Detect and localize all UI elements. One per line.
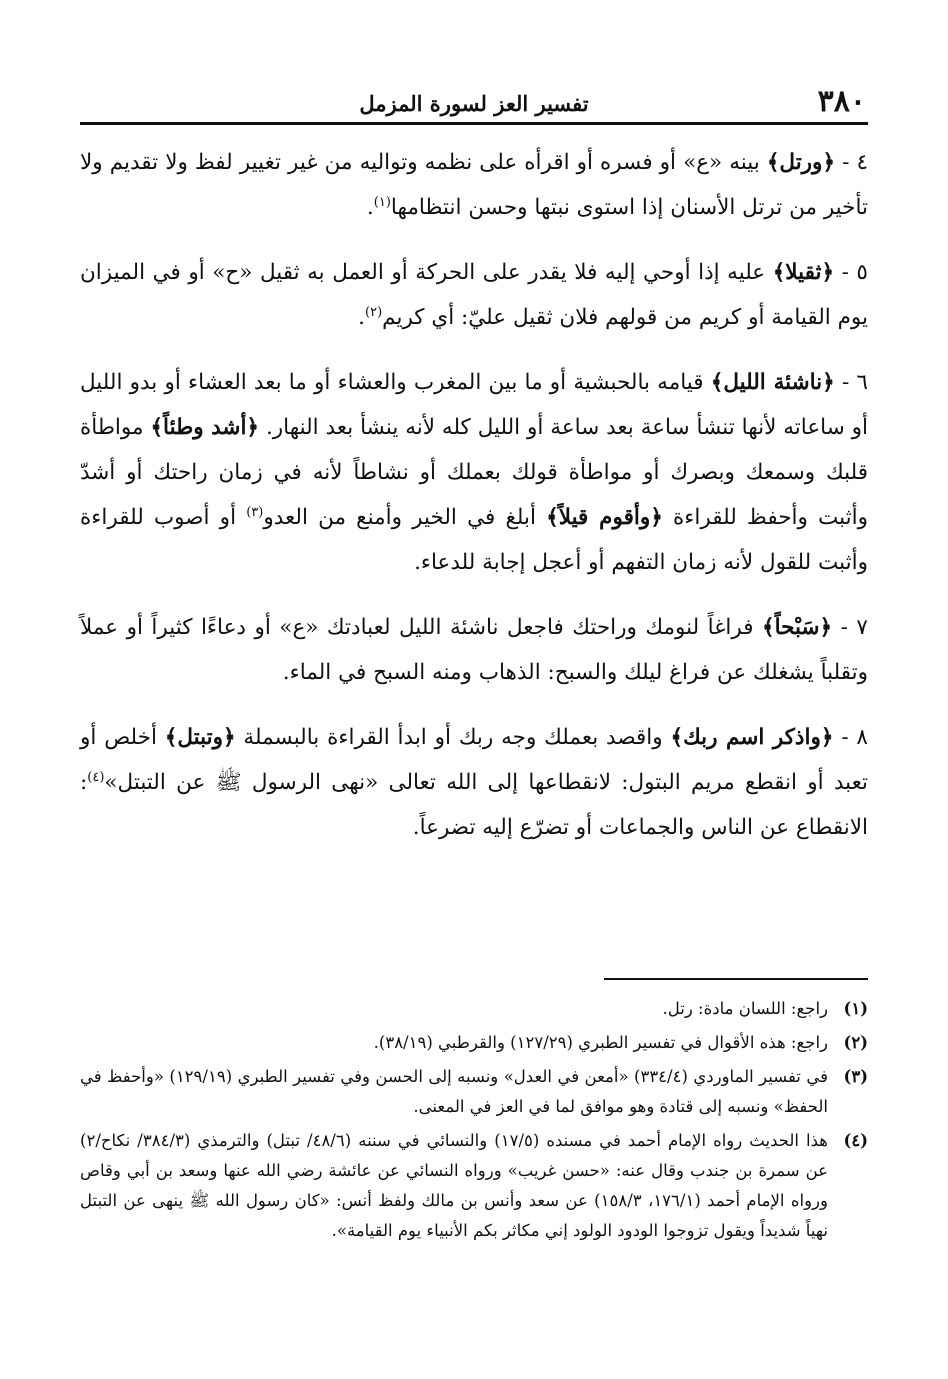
footnote-marker[interactable]: (٢) (365, 304, 383, 320)
paragraph-text: أو أصوب للقراءة وأثبت للقول لأنه زمان التفهم أو أعجل إجابة للدعاء. (80, 505, 868, 575)
verse-keyword: ﴿سَبْحاً﴾ (762, 615, 833, 640)
paragraph-7 (80, 605, 868, 695)
verse-number: ٥ - (841, 260, 868, 285)
footnote-4 (80, 1126, 868, 1246)
footnote-marker[interactable]: (٤) (87, 769, 105, 785)
verse-keyword: ﴿وأقوم قيلاً﴾ (546, 505, 663, 530)
paragraph-8 (80, 715, 868, 850)
verse-keyword: ﴿ناشئة الليل﴾ (710, 370, 835, 395)
paragraph-text: أخلص أو تعبد أو انقطع مريم البتول: لانقطاعها إلى الله تعالى «نهى الرسول ﷺ عن التبتل» (80, 725, 868, 795)
page-body (80, 140, 868, 870)
verse-keyword: ﴿أشد وطئاً﴾ (150, 415, 260, 440)
footnote-1 (80, 994, 868, 1024)
page-header (80, 78, 868, 125)
paragraph-text: عليه إذا أوحي إليه فلا يقدر على الحركة أو العمل به ثقيل «ح» أو في الميزان يوم القيامة أو كريم من قولهم فلان ثقيل عليّ: أي كريم (80, 260, 868, 330)
paragraph-4 (80, 140, 868, 230)
paragraph-text: بينه «ع» أو فسره أو اقرأه على نظمه وتواليه من غير تغيير لفظ ولا تقديم ولا تأخير من ترتل الأسنان إذا استوى نبتها وحسن انتظامها (80, 150, 868, 220)
paragraph-tail: . (366, 195, 374, 220)
footnote-text: في تفسير الماوردي (٣٣٤/٤) «أمعن في العدل» ونسبه إلى الحسن وفي تفسير الطبري (١٢٩/١٩) «وأحفظ في الحفظ» ونسبه إلى قتادة وهو موافق لما في العز في المعنى. (80, 1067, 828, 1116)
verse-keyword: ﴿ثقيلا﴾ (772, 260, 835, 285)
footnote-text: راجع: اللسان مادة: رتل. (662, 999, 828, 1018)
paragraph-text: أبلغ في الخير وأمنع من العدو (263, 505, 547, 530)
verse-number: ٤ - (842, 150, 868, 175)
footnote-number: (١) (843, 999, 868, 1018)
verse-keyword: ﴿وتبتل﴾ (164, 725, 236, 750)
paragraph-5 (80, 250, 868, 340)
verse-number: ٨ - (841, 725, 868, 750)
verse-number: ٧ - (840, 615, 868, 640)
paragraph-text: فراغاً لنومك وراحتك فاجعل ناشئة الليل لعبادتك «ع» أو دعاءًا كثيراً أو عملاً وتقلباً يشغلك عن فراغ ليلك والسبح: الذهاب ومنه السبح في الماء. (80, 615, 868, 685)
footnote-divider (604, 978, 868, 980)
verse-keyword: ﴿واذكر اسم ربك﴾ (670, 725, 834, 750)
paragraph-tail: . (358, 305, 366, 330)
verse-number: ٦ - (841, 370, 868, 395)
paragraph-text: قيامه بالحبشية أو ما بين المغرب والعشاء أو ما بعد العشاء أو بدو الليل أو ساعاته لأنها تنشأ ساعة بعد ساعة أو الليل كله لأنه ينشأ بعد النهار. (80, 370, 869, 440)
footnotes (80, 994, 868, 1250)
book-page (80, 0, 868, 1379)
verse-keyword: ﴿ورتل﴾ (766, 150, 836, 175)
footnote-number: (٣) (843, 1067, 868, 1086)
footnote-number: (٢) (843, 1033, 868, 1052)
page-number: ٣٨٠ (817, 84, 866, 119)
footnote-marker[interactable]: (١) (373, 194, 391, 210)
paragraph-text: مواطأة قلبك وسمعك وبصرك أو مواطأة قولك بعملك أو نشاطاً لأنه في زمان راحتك أو أشدّ وأثبت وأحفظ للقراءة (80, 415, 868, 530)
footnote-text: راجع: هذه الأقوال في تفسير الطبري (١٢٧/٢٩) والقرطبي (٣٨/١٩). (373, 1033, 828, 1052)
paragraph-6 (80, 360, 868, 585)
footnote-text: هذا الحديث رواه الإمام أحمد في مسنده (١٧/٥) والنسائي في سننه (٤٨/٦/ تبتل) والترمذي (٣٨٤/٣/ نكاح/٢) عن سمرة بن جندب وقال عنه: «حسن غريب» ورواه النسائي عن عائشة رضي الله عنها وسعد بن أبي وقاص ورواه الإمام أحمد (١٧٦/١، ١٥٨/٣) عن سعد وأنس بن مالك ولفظ أنس: «كان رسول الله ﷺ ينهى عن التبتل نهياً شديداً ويقول تزوجوا الودود الولود إني مكاثر بكم الأنبياء يوم القيامة». (80, 1131, 828, 1240)
footnote-2 (80, 1028, 868, 1058)
running-title: تفسير العز لسورة المزمل (359, 91, 589, 116)
footnote-3 (80, 1062, 868, 1122)
footnote-marker[interactable]: (٣) (246, 504, 264, 520)
paragraph-text: : الانقطاع عن الناس والجماعات أو تضرّع إليه تضرعاً. (80, 770, 868, 840)
paragraph-text: واقصد بعملك وجه ربك أو ابدأ القراءة بالبسملة (235, 725, 671, 750)
footnote-number: (٤) (843, 1131, 868, 1150)
